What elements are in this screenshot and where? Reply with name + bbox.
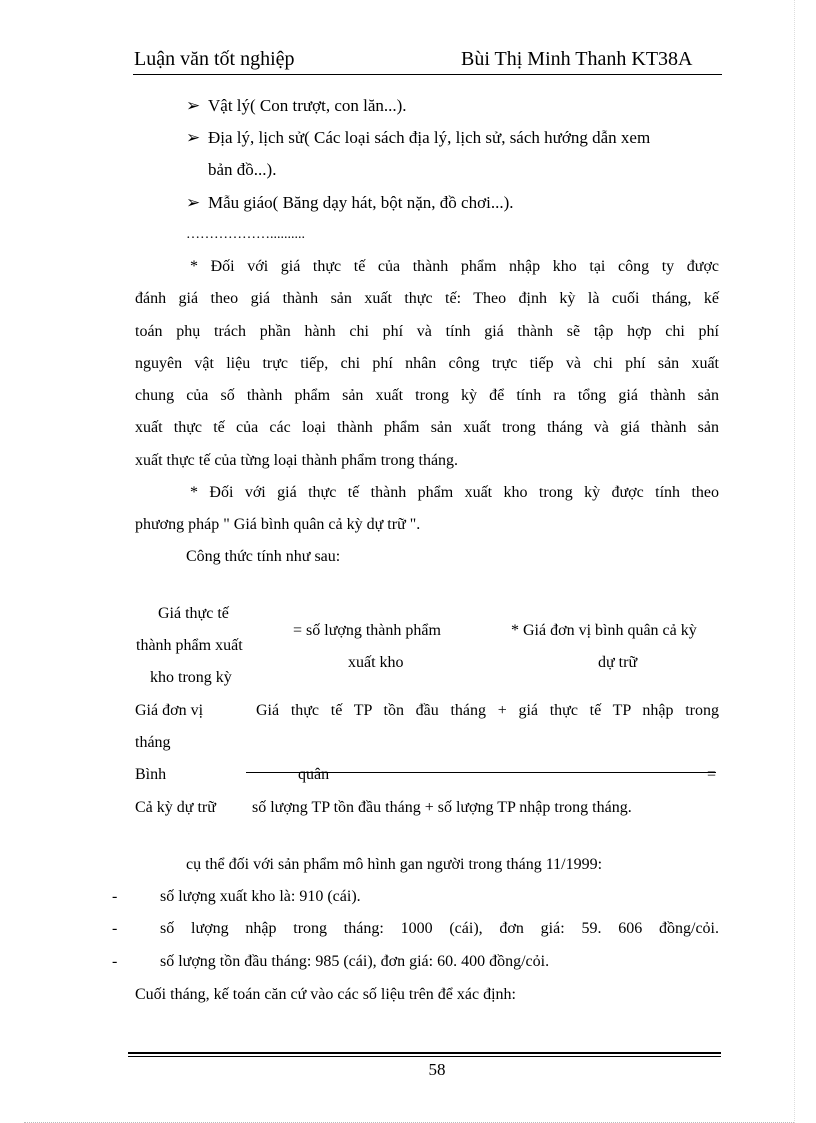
formula-intro: Công thức tính như sau: bbox=[186, 548, 341, 565]
ellipsis: ……………….......... bbox=[186, 227, 305, 242]
header-left: Luận văn tốt nghiệp bbox=[134, 48, 295, 70]
bullet-item bbox=[186, 96, 407, 116]
formula1-rhs-line: * Giá đơn vị bình quân cả kỳ bbox=[511, 622, 697, 639]
formula1-lhs-line: kho trong kỳ bbox=[150, 669, 232, 686]
bullet-item bbox=[186, 128, 650, 148]
dash-text: số lượng tồn đầu tháng: 985 (cái), đơn giá: 60. 400 đồng/cỏi. bbox=[160, 953, 550, 970]
formula1-mid-line: = số lượng thành phẩm bbox=[293, 622, 441, 639]
para1-line: xuất thực tế của các loại thành phẩm sản xuất trong tháng và giá thành sản bbox=[135, 419, 719, 436]
arrow-bullet-icon: ➢ bbox=[186, 193, 201, 212]
formula2-quan: quân bbox=[298, 766, 330, 783]
para1-line: đánh giá theo giá thành sản xuất thực tế: Theo định kỳ là cuối tháng, kế bbox=[135, 290, 719, 307]
formula2-lhs-line: tháng bbox=[135, 734, 171, 751]
para1-line: * Đối với giá thực tế của thành phẩm nhập kho tại công ty được bbox=[190, 258, 719, 275]
dash-text: số lượng nhập trong tháng: 1000 (cái), đơn giá: 59. 606 đồng/cỏi. bbox=[160, 920, 719, 937]
bullet-text: Vật lý( Con trượt, con lăn...). bbox=[208, 96, 407, 115]
dash-mark: - bbox=[112, 888, 118, 905]
footer-rule bbox=[128, 1056, 721, 1057]
bullet-item bbox=[186, 193, 513, 213]
formula1-mid-line: xuất kho bbox=[348, 654, 404, 671]
dash-mark: - bbox=[112, 920, 118, 937]
footer-rule bbox=[128, 1052, 721, 1054]
bullet-continuation: bản đồ...). bbox=[208, 160, 277, 179]
para1-line: nguyên vật liệu trực tiếp, chi phí nhân công trực tiếp và chi phí sản xuất bbox=[135, 355, 719, 372]
formula2-denominator: số lượng TP tồn đầu tháng + số lượng TP nhập trong tháng. bbox=[252, 799, 632, 816]
dash-text: số lượng xuất kho là: 910 (cái). bbox=[160, 888, 361, 905]
arrow-bullet-icon: ➢ bbox=[186, 96, 201, 115]
para1-line: toán phụ trách phần hành chi phí và tính giá thành sẽ tập hợp chi phí bbox=[135, 323, 719, 340]
header-rule bbox=[133, 74, 722, 75]
formula1-lhs-line: thành phẩm xuất bbox=[136, 637, 243, 654]
dash-mark: - bbox=[112, 953, 118, 970]
para2-line: * Đối với giá thực tế thành phẩm xuất kho trong kỳ được tính theo bbox=[190, 484, 719, 501]
bullet-text: Mẫu giáo( Băng dạy hát, bột nặn, đồ chơi...). bbox=[208, 193, 514, 212]
example-intro: cụ thể đối với sản phẩm mô hình gan người trong tháng 11/1999: bbox=[186, 856, 603, 873]
formula2-lhs-line: Giá đơn vị bbox=[135, 702, 204, 719]
formula2-lhs-line: Cả kỳ dự trữ bbox=[135, 799, 216, 816]
formula2-lhs-line: Bình bbox=[135, 766, 167, 783]
para1-line: chung của số thành phẩm sản xuất trong kỳ để tính ra tổng giá thành sản bbox=[135, 387, 719, 404]
closing-line: Cuối tháng, kế toán căn cứ vào các số liệu trên để xác định: bbox=[135, 986, 516, 1003]
bullet-text: Địa lý, lịch sử( Các loại sách địa lý, lịch sử, sách hướng dẫn xem bbox=[208, 128, 651, 147]
arrow-bullet-icon: ➢ bbox=[186, 128, 201, 147]
page-number: 58 bbox=[428, 1060, 446, 1079]
formula1-rhs-line: dự trữ bbox=[598, 654, 638, 671]
para2-line: phương pháp " Giá bình quân cả kỳ dự trữ ". bbox=[135, 516, 421, 533]
header-right: Bùi Thị Minh Thanh KT38A bbox=[461, 48, 693, 70]
formula1-lhs-line: Giá thực tế bbox=[158, 605, 229, 622]
para1-line: xuất thực tế của từng loại thành phẩm trong tháng. bbox=[135, 452, 459, 469]
formula2-numerator: Giá thực tế TP tồn đầu tháng + giá thực tế TP nhập trong bbox=[256, 702, 719, 719]
page-edge-dotted bbox=[794, 0, 795, 1123]
formula2-equals: = bbox=[707, 766, 717, 783]
